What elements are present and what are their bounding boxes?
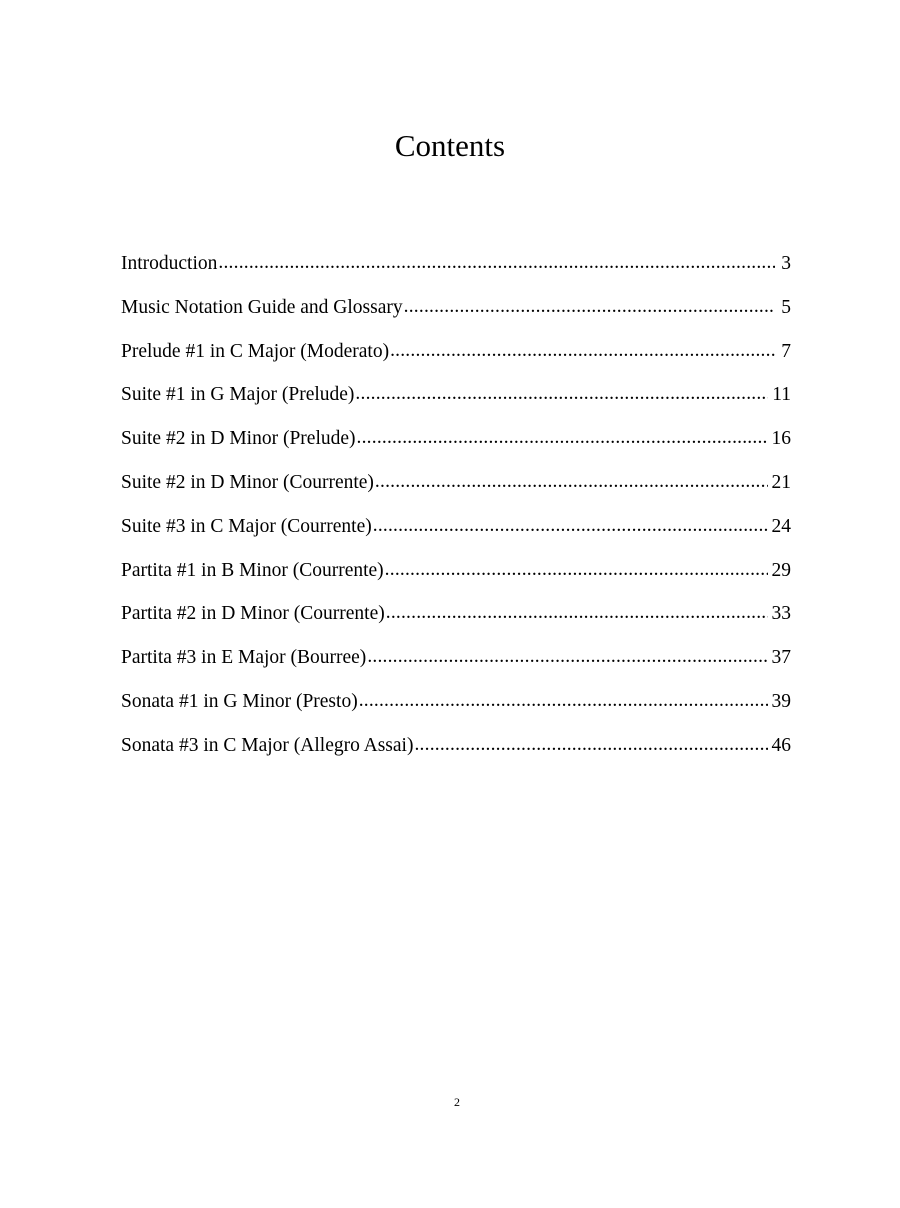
toc-entry-partita-3-bourree[interactable] [121,642,791,686]
dot-leader [357,422,768,454]
toc-entry-title: Suite #2 in D Minor (Prelude) [121,428,356,450]
toc-entry-title: Partita #3 in E Major (Bourree) [121,647,367,669]
toc-entry-title: Suite #1 in G Major (Prelude) [121,384,355,406]
dot-leader [414,729,767,761]
toc-entry-page: 11 [772,384,791,406]
toc-entry-title: Sonata #1 in G Minor (Presto) [121,690,358,712]
table-of-contents [121,248,791,774]
footer-page-number: 2 [454,1095,460,1109]
toc-entry-title: Sonata #3 in C Major (Allegro Assai) [121,734,414,756]
toc-entry-suite-3-courrente[interactable] [121,511,791,555]
dot-leader [386,597,768,629]
toc-entry-page: 33 [771,603,791,625]
toc-entry-introduction[interactable] [121,248,791,292]
dot-leader [359,685,768,717]
toc-entry-title: Music Notation Guide and Glossary [121,296,403,318]
toc-entry-title: Prelude #1 in C Major (Moderato) [121,340,390,362]
toc-entry-sonata-3-allegro[interactable] [121,730,791,774]
toc-entry-title: Suite #2 in D Minor (Courrente) [121,471,374,493]
dot-leader [404,291,775,323]
toc-entry-page: 46 [771,734,791,756]
toc-entry-page: 29 [771,559,791,581]
toc-entry-partita-1-courrente[interactable] [121,555,791,599]
toc-entry-page: 16 [771,428,791,450]
dot-leader [385,554,768,586]
toc-entry-suite-1-prelude[interactable] [121,379,791,423]
toc-entry-page: 21 [771,471,791,493]
toc-entry-page: 39 [771,690,791,712]
toc-entry-notation-guide[interactable] [121,292,791,336]
toc-entry-title: Partita #2 in D Minor (Courrente) [121,603,385,625]
dot-leader [218,247,775,279]
toc-entry-page: 24 [771,515,791,537]
toc-entry-suite-2-courrente[interactable] [121,467,791,511]
page-title: Contents [394,128,506,163]
dot-leader [367,641,767,673]
dot-leader [355,378,768,410]
dot-leader [375,466,768,498]
dot-leader [390,335,775,367]
toc-entry-page: 7 [781,340,791,362]
toc-entry-page: 5 [781,296,791,318]
dot-leader [373,510,768,542]
toc-entry-page: 3 [781,253,791,274]
toc-entry-prelude-1[interactable] [121,336,791,380]
toc-entry-title: Partita #1 in B Minor (Courrente) [121,559,384,581]
toc-entry-title: Introduction [121,253,218,274]
toc-entry-title: Suite #3 in C Major (Courrente) [121,515,372,537]
toc-entry-page: 37 [771,647,791,669]
toc-entry-partita-2-courrente[interactable] [121,598,791,642]
toc-entry-suite-2-prelude[interactable] [121,423,791,467]
toc-entry-sonata-1-presto[interactable] [121,686,791,730]
